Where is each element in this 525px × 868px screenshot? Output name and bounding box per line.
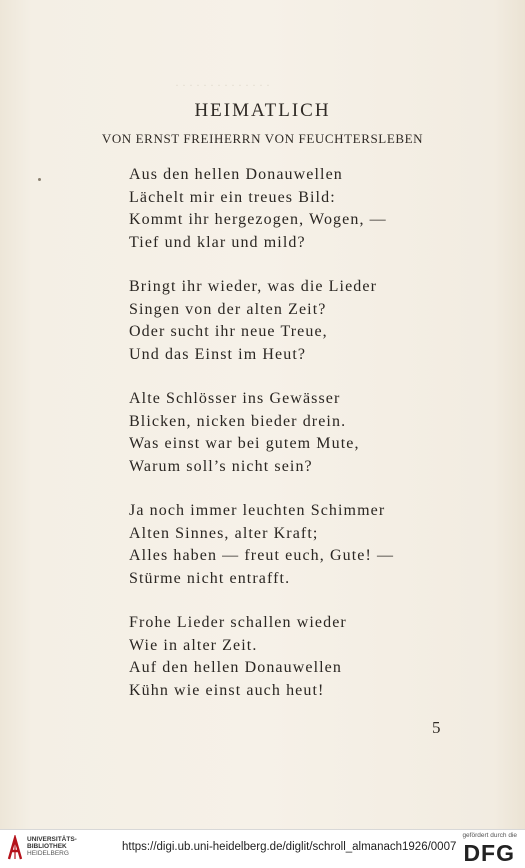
poem-line: Oder sucht ihr neue Treue, <box>129 323 328 340</box>
poem-line: Und das Einst im Heut? <box>129 345 307 363</box>
poem-line: Auf den hellen Donauwellen <box>129 659 342 676</box>
poem-line: Alles haben — freut euch, Gute! — <box>129 547 395 564</box>
library-line: UNIVERSITÄTS- <box>27 836 77 843</box>
poem-line: Lächelt mir ein treues Bild: <box>129 188 336 206</box>
poem-line: Alten Sinnes, alter Kraft; <box>129 524 319 542</box>
stanza <box>129 276 459 366</box>
stanza <box>129 388 459 478</box>
poem-line: Ja noch immer leuchten Schimmer <box>129 502 386 519</box>
library-line: BIBLIOTHEK <box>27 843 67 850</box>
page-number: 5 <box>432 718 441 737</box>
poem-line: Kommt ihr hergezogen, Wogen, — <box>129 211 387 228</box>
poem-line: Bringt ihr wieder, was die Lieder <box>129 278 378 295</box>
library-logo-icon <box>6 835 24 861</box>
poem-line: Warum soll’s nicht sein? <box>129 457 313 475</box>
stanza <box>129 612 459 702</box>
poem-line: Tief und klar und mild? <box>129 233 306 251</box>
poem-line: Wie in alter Zeit. <box>129 636 258 654</box>
permalink-url[interactable]: https://digi.ub.uni-heidelberg.de/diglit/schroll_almanach1926/0007 <box>122 841 457 853</box>
library-name <box>27 836 77 857</box>
poem-line: Alte Schlösser ins Gewässer <box>129 390 341 407</box>
poem-line: Was einst war bei gutem Mute, <box>129 435 360 452</box>
poem-author: VON ERNST FREIHERRN VON FEUCHTERSLEBEN <box>101 131 424 146</box>
poem-title: HEIMATLICH <box>194 100 331 121</box>
footer-bar <box>0 829 525 868</box>
library-line: HEIDELBERG <box>27 850 69 857</box>
poem-line: Singen von der alten Zeit? <box>129 300 327 318</box>
poem-body <box>129 164 459 724</box>
poem-line: Kühn wie einst auch heut! <box>129 681 325 699</box>
bleed-through-text: · · · · · · · · · · · · · · <box>175 78 270 92</box>
stanza <box>129 500 459 590</box>
stanza <box>129 164 459 254</box>
poem-line: Frohe Lieder schallen wieder <box>129 614 347 631</box>
funding-note: gefördert durch die <box>462 832 517 839</box>
poem-line: Blicken, nicken bieder drein. <box>129 412 347 430</box>
poem-line: Aus den hellen Donauwellen <box>129 166 343 183</box>
paper-speck <box>38 178 41 181</box>
poem-line: Stürme nicht entrafft. <box>129 569 291 587</box>
dfg-logo: DFG <box>463 840 515 866</box>
